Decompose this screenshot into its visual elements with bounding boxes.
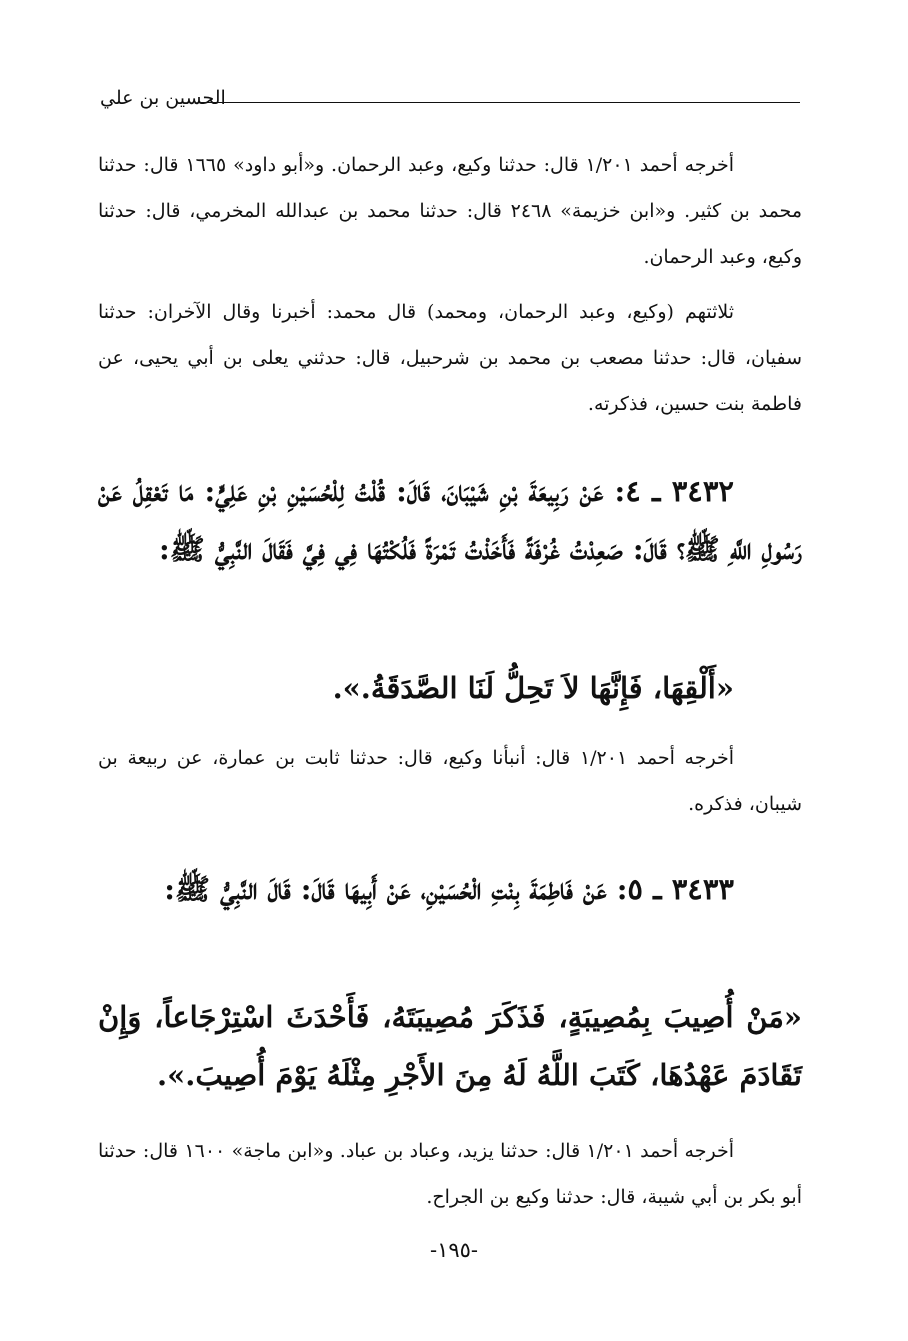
running-header	[100, 84, 800, 116]
hadith-3432-quote: «أَلْقِهَا، فَإِنَّهَا لاَ تَحِلُّ لَنَا الصَّدَقَةُ.».	[332, 671, 734, 705]
source-note-4: أخرجه أحمد ١/٢٠١ قال: حدثنا يزيد، وعباد بن عباد. و«ابن ماجة» ١٦٠٠ قال: حدثنا أبو بكر بن أبي شيبة، قال: حدثنا وكيع بن الجراح.	[98, 1140, 802, 1208]
source-note-1: أخرجه أحمد ١/٢٠١ قال: حدثنا وكيع، وعبد الرحمان. و«أبو داود» ١٦٦٥ قال: حدثنا محمد بن كثير. و«ابن خزيمة» ٢٤٦٨ قال: حدثنا محمد بن عبدالله المخرمي، قال: حدثنا وكيع، وعبد الرحمان.	[98, 154, 803, 268]
page-number: -١٩٥-	[429, 1238, 479, 1262]
hadith-3433-quote: «مَنْ أُصِيبَ بِمُصِيبَةٍ، فَذَكَرَ مُصِيبَتَهُ، فَأَحْدَثَ اسْتِرْجَاعاً، وَإِنْ تَقَادَمَ عَهْدُهَا، كَتَبَ اللَّهُ لَهُ مِنَ الأَجْرِ مِثْلَهُ يَوْمَ أُصِيبَ.».	[98, 1000, 802, 1092]
source-note-2: ثلاثتهم (وكيع، وعبد الرحمان، ومحمد) قال محمد: أخبرنا وقال الآخران: حدثنا سفيان، قال: حدثنا مصعب بن محمد بن شرحبيل، قال: حدثني يعلى بن أبي يحيى، عن فاطمة بنت حسين، فذكرته.	[98, 301, 802, 415]
hadith-3432: ٣٤٣٢ ـ ٤: عَنْ رَبِيعَةَ بْنِ شَيْبَانَ، قَالَ: قُلْتُ لِلْحُسَيْنِ بْنِ عَلِيٍّ: مَا تَعْقِلُ عَنْ رَسُولِ اللَّهِ ﷺ؟ قَالَ: صَعِدْتُ غُرْفَةً فَأَخَذْتُ تَمْرَةً فَلُكْتُهَا فِي فِيَّ فَقَالَ النَّبِيُّ ﷺ:	[98, 474, 802, 566]
hadith-3433: ٣٤٣٣ ـ ٥: عَنْ فَاطِمَةَ بِنْتِ الْحُسَيْنِ، عَنْ أَبِيهَا قَالَ: قَالَ النَّبِيُّ ﷺ:	[164, 872, 734, 906]
header-title: الحسين بن علي	[100, 87, 226, 109]
header-rule	[198, 102, 800, 103]
source-note-3: أخرجه أحمد ١/٢٠١ قال: أنبأنا وكيع، قال: حدثنا ثابت بن عمارة، عن ربيعة بن شيبان، فذكره.	[98, 747, 802, 815]
